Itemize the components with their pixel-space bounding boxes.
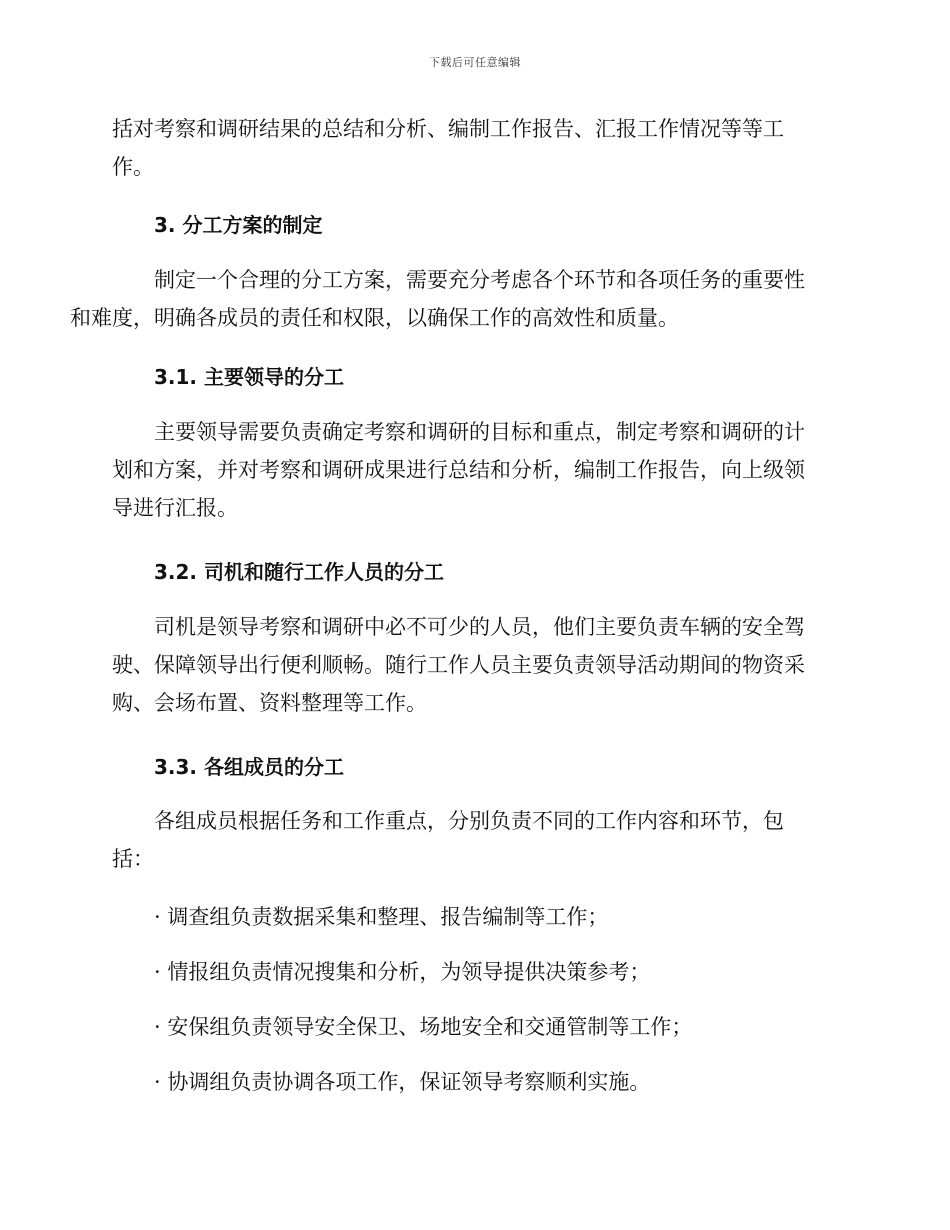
section-3-2-line-3: 购、会场布置、资料整理等工作。 bbox=[112, 691, 427, 715]
bullet-item: · 安保组负责领导安全保卫、场地安全和交通管制等工作； bbox=[154, 1015, 693, 1039]
section-heading-3-3: 3.3. 各组成员的分工 bbox=[154, 755, 344, 779]
section-heading-3-2: 3.2. 司机和随行工作人员的分工 bbox=[154, 560, 444, 584]
section-3-paragraph bbox=[70, 261, 834, 337]
intro-line-2: 作。 bbox=[112, 155, 154, 179]
section-3-2-line-2: 驶、保障领导出行便利顺畅。随行工作人员主要负责领导活动期间的物资采 bbox=[112, 653, 805, 677]
bullet-item: · 调查组负责数据采集和整理、报告编制等工作； bbox=[154, 905, 609, 929]
page-header: 下载后可任意编辑 bbox=[429, 56, 521, 69]
section-3-1-line-1: 主要领导需要负责确定考察和调研的目标和重点，制定考察和调研的计 bbox=[154, 420, 805, 444]
section-3-3-paragraph bbox=[112, 802, 834, 878]
intro-line-1: 括对考察和调研结果的总结和分析、编制工作报告、汇报工作情况等等工 bbox=[112, 117, 784, 141]
section-3-line-2: 和难度，明确各成员的责任和权限，以确保工作的高效性和质量。 bbox=[70, 306, 679, 330]
section-3-2-paragraph bbox=[112, 608, 834, 722]
section-3-2-line-1: 司机是领导考察和调研中必不可少的人员，他们主要负责车辆的安全驾 bbox=[154, 615, 805, 639]
section-3-3-line-1: 各组成员根据任务和工作重点，分别负责不同的工作内容和环节，包 bbox=[154, 809, 784, 833]
section-heading-3: 3. 分工方案的制定 bbox=[154, 213, 323, 237]
section-3-1-line-3: 导进行汇报。 bbox=[112, 496, 238, 520]
intro-paragraph bbox=[112, 110, 834, 186]
section-3-1-line-2: 划和方案，并对考察和调研成果进行总结和分析，编制工作报告，向上级领 bbox=[112, 458, 805, 482]
bullet-item: · 协调组负责协调各项工作，保证领导考察顺利实施。 bbox=[154, 1070, 651, 1094]
bullet-item: · 情报组负责情况搜集和分析，为领导提供决策参考； bbox=[154, 960, 651, 984]
section-3-3-line-2: 括： bbox=[112, 847, 154, 871]
section-3-line-1: 制定一个合理的分工方案，需要充分考虑各个环节和各项任务的重要性 bbox=[154, 268, 805, 292]
section-3-1-paragraph bbox=[112, 413, 834, 527]
section-heading-3-1: 3.1. 主要领导的分工 bbox=[154, 365, 344, 389]
